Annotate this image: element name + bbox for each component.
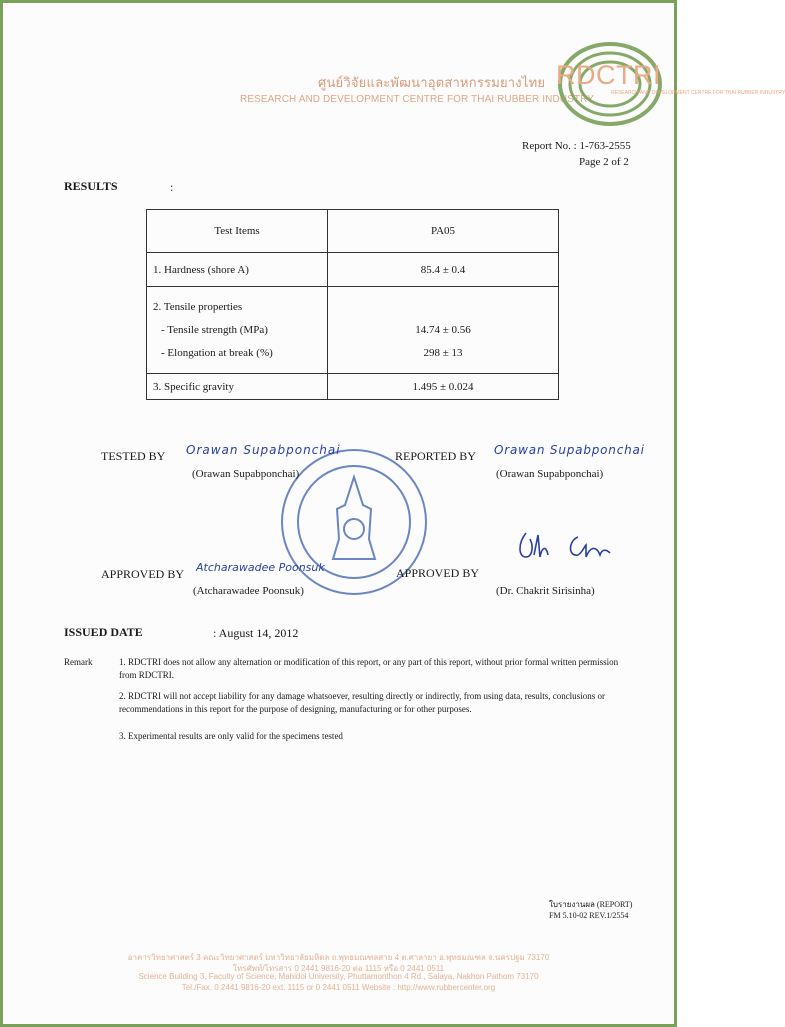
table-row bbox=[147, 253, 559, 287]
row-value: 1.495 ± 0.024 bbox=[328, 374, 559, 400]
issued-date-value: : August 14, 2012 bbox=[213, 626, 299, 640]
table-header-row bbox=[147, 210, 559, 253]
reported-by-name: (Orawan Supabponchai) bbox=[496, 468, 604, 480]
header-test-items: Test Items bbox=[147, 210, 328, 253]
form-title: ใบรายงานผล (REPORT) bbox=[549, 900, 633, 909]
tested-by-name: (Orawan Supabponchai) bbox=[192, 468, 300, 480]
org-english-name: RESEARCH AND DEVELOPMENT CENTRE FOR THAI RUBBER INDUSTRY bbox=[240, 94, 594, 105]
footer-english-phone: Tel./Fax. 0 2441 9816-20 ext. 1115 or 0 2441 0511 Website : http://www.rubbercenter.org bbox=[181, 983, 496, 992]
row-value: 298 ± 13 bbox=[423, 346, 463, 359]
header-sample: PA05 bbox=[328, 210, 559, 253]
remark-label: Remark bbox=[64, 657, 93, 667]
row-item: 2. Tensile properties bbox=[153, 300, 243, 313]
tested-by-signature: Orawan Supabponchai bbox=[186, 443, 341, 457]
remark-item: 1. RDCTRI does not allow any alternation or modification of this report, or any part of this report, without prior formal written permission from RDCTRI. bbox=[119, 657, 619, 680]
results-heading: RESULTS bbox=[64, 179, 118, 193]
results-table bbox=[146, 209, 559, 400]
footer-english-address: Science Building 3, Faculty of Science, Mahidol University, Phuttamonthon 4 Rd., Salaya, Nakhon Pathom 73170 bbox=[138, 972, 539, 981]
logo-subtext: RESEARCH AND DEVELOPMENT CENTRE FOR THAI RUBBER INDUSTRY bbox=[611, 90, 785, 96]
form-code: FM 5.10-02 REV.1/2554 bbox=[549, 911, 629, 920]
row-value: 14.74 ± 0.56 bbox=[415, 323, 471, 336]
tested-by-label: TESTED BY bbox=[101, 449, 166, 463]
page-number: Page 2 of 2 bbox=[579, 156, 629, 168]
remark-item: 2. RDCTRI will not accept liability for any damage whatsoever, resulting directly or indirectly, from using data, results, conclusions or recommendations in this report for the purpose of designing, manufacturing or for other purposes. bbox=[119, 691, 605, 714]
approved-by-name-2: (Dr. Chakrit Sirisinha) bbox=[496, 585, 595, 597]
logo-text: RDCTRI bbox=[556, 60, 661, 90]
row-item: - Elongation at break (%) bbox=[161, 346, 273, 359]
reported-by-label: REPORTED BY bbox=[395, 449, 476, 463]
approved-by-name: (Atcharawadee Poonsuk) bbox=[193, 585, 304, 597]
row-item: - Tensile strength (MPa) bbox=[161, 323, 268, 336]
issued-date-label: ISSUED DATE bbox=[64, 625, 143, 639]
row-value bbox=[328, 296, 558, 319]
row-item-group bbox=[147, 287, 328, 374]
remark-item: 3. Experimental results are only valid for the specimens tested bbox=[119, 731, 343, 741]
org-thai-name: ศูนย์วิจัยและพัฒนาอุตสาหกรรมยางไทย bbox=[318, 76, 546, 91]
row-item: 3. Specific gravity bbox=[147, 374, 328, 400]
reported-by-signature: Orawan Supabponchai bbox=[494, 443, 645, 457]
row-item: 1. Hardness (shore A) bbox=[147, 253, 328, 287]
table-row bbox=[147, 287, 559, 374]
report-number: Report No. : 1-763-2555 bbox=[522, 140, 631, 152]
footer-thai-phone: โทรศัพท์/โทรสาร 0 2441 9816-20 ต่อ 1115 หรือ 0 2441 0511 bbox=[232, 964, 445, 973]
handwritten-signature-icon bbox=[512, 527, 622, 565]
footer-thai-address: อาคารวิทยาศาสตร์ 3 คณะวิทยาศาสตร์ มหาวิทยาลัยมหิดล ถ.พุทธมณฑลสาย 4 ต.ศาลายา อ.พุทธมณฑล จ.นครปฐม 73170 bbox=[127, 953, 550, 962]
approved-by-label: APPROVED BY bbox=[101, 567, 185, 581]
table-row bbox=[147, 374, 559, 400]
approved-by-label-2: APPROVED BY bbox=[396, 566, 480, 580]
approved-by-signature: Atcharawadee Poonsuk bbox=[196, 561, 325, 574]
row-value-group bbox=[328, 287, 559, 374]
row-value: 85.4 ± 0.4 bbox=[328, 253, 559, 287]
results-colon: : bbox=[170, 180, 174, 194]
